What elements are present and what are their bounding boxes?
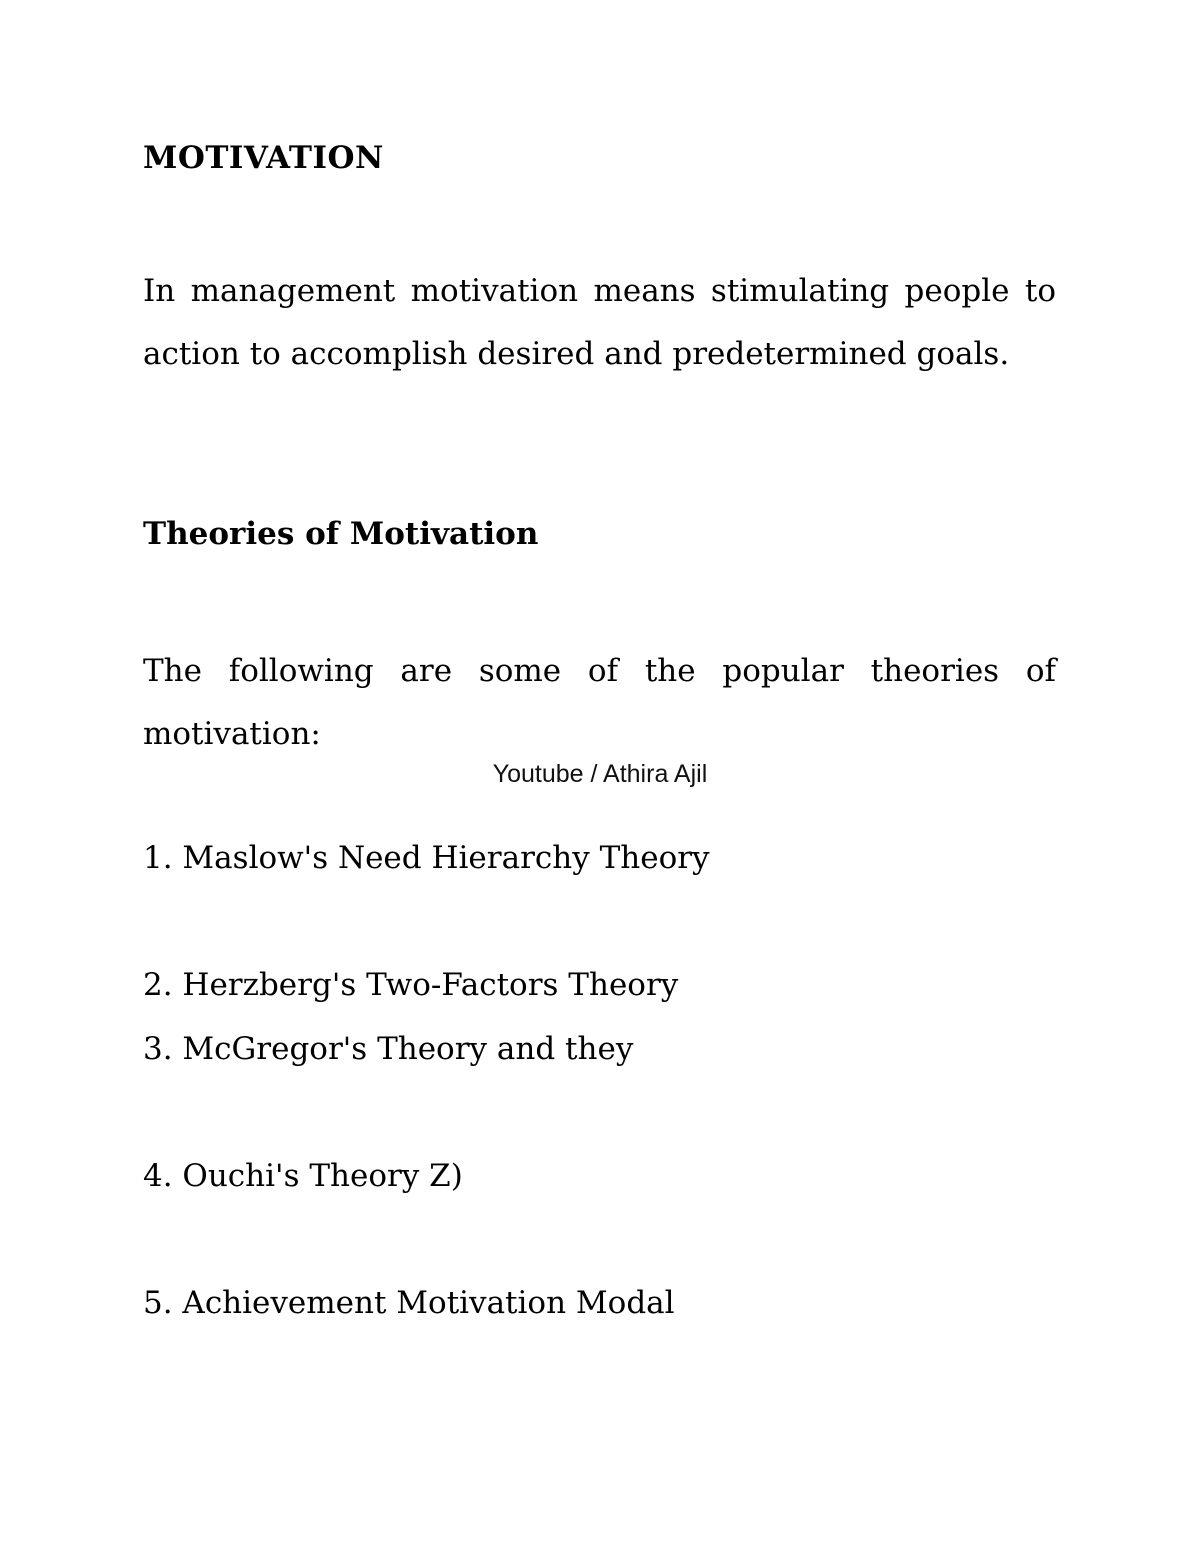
list-item: 1. Maslow's Need Hierarchy Theory <box>143 840 710 876</box>
list-item: 2. Herzberg's Two-Factors Theory <box>143 967 679 1003</box>
document-title: MOTIVATION <box>143 140 384 176</box>
list-item: 4. Ouchi's Theory Z) <box>143 1158 463 1194</box>
watermark-text: Youtube / Athira Ajil <box>492 760 708 788</box>
intro-paragraph: In management motivation means stimulating people to action to accomplish desired and predetermined goals. <box>143 273 1056 372</box>
list-item: 3. McGregor's Theory and they <box>143 1031 634 1067</box>
list-item: 5. Achievement Motivation Modal <box>143 1285 675 1321</box>
section-heading: Theories of Motivation <box>143 516 539 552</box>
following-paragraph: The following are some of the popular theories of motivation: <box>143 653 1056 752</box>
